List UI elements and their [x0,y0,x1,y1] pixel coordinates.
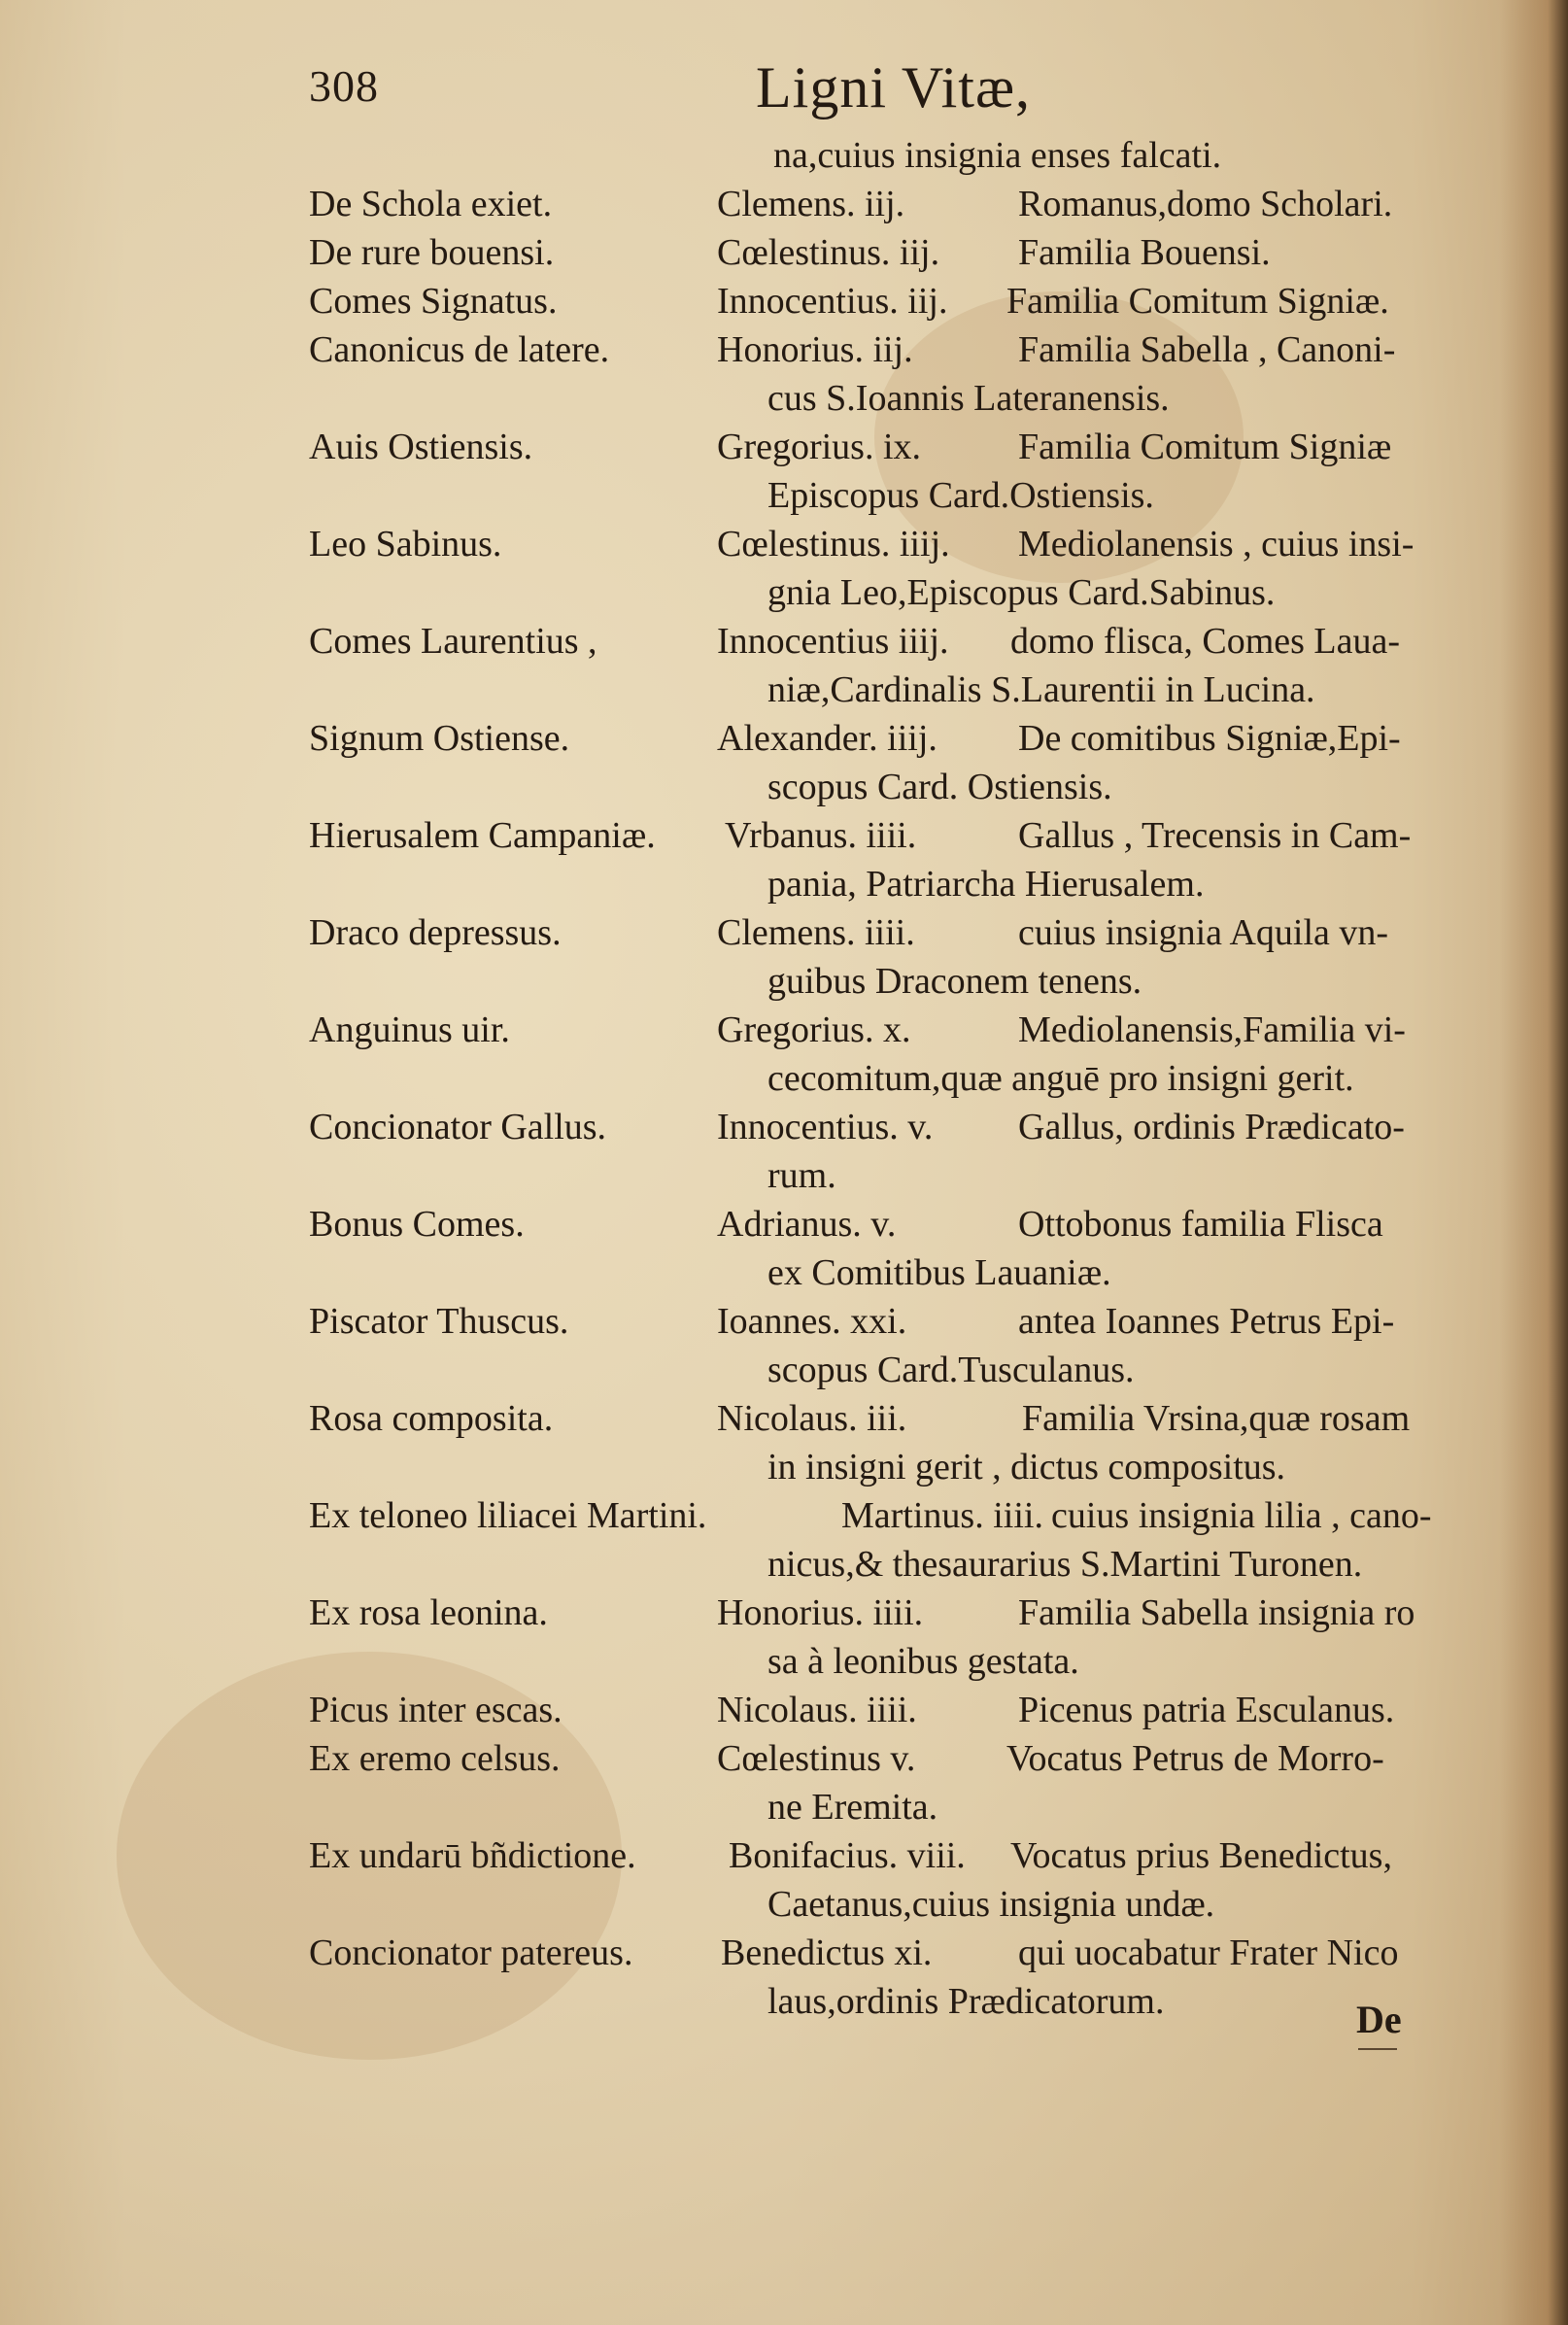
entry-continuation: in insigni gerit , dictus compositus. [767,1447,1286,1487]
entry-note: Mediolanensis , cuius insi- [1018,524,1415,564]
entry-continuation: sa à leonibus gestata. [767,1641,1079,1682]
entry-motto: Piscator Thuscus. [309,1301,569,1342]
entry-note: Familia Comitum Signiæ. [1006,281,1389,322]
entry-pope: Innocentius iiij. [717,621,949,662]
entry-pope: Gregorius. ix. [717,427,922,467]
entry-pope: Ioannes. xxi. [717,1301,907,1342]
entry-pope: Cœlestinus. iij. [717,232,940,273]
entry-note: Familia Sabella , Canoni- [1018,329,1396,370]
page-number: 308 [309,61,379,111]
entry-motto: Ex undarū bñdictione. [309,1835,636,1876]
entry-pope: Nicolaus. iiii. [717,1690,917,1730]
running-head: Ligni Vitæ, [756,55,1031,120]
entry-pope: Benedictus xi. [721,1932,933,1973]
entry-motto: Leo Sabinus. [309,524,502,564]
entry-pope: Vrbanus. iiii. [725,815,917,856]
entry-pope: Martinus. iiii. [841,1495,1043,1536]
entry-pope: Nicolaus. iii. [717,1398,907,1439]
entry-note: Romanus,domo Scholari. [1018,184,1393,224]
entry-motto: Hierusalem Campaniæ. [309,815,656,856]
entry-continuation: niæ,Cardinalis S.Laurentii in Lucina. [767,669,1315,710]
entry-pope: Honorius. iij. [717,329,913,370]
entry-note: cuius insignia lilia , cano- [1051,1495,1432,1536]
entry-continuation: laus,ordinis Prædicatorum. [767,1981,1165,2022]
entry-note: Mediolanensis,Familia vi- [1018,1009,1406,1050]
entry-motto: Ex rosa leonina. [309,1592,548,1633]
entry-note: Vocatus prius Benedictus, [1010,1835,1392,1876]
catchword-underline [1358,2048,1397,2050]
entry-note: domo flisca, Comes Laua- [1010,621,1401,662]
entry-continuation: rum. [767,1155,836,1196]
entry-motto: Picus inter escas. [309,1690,562,1730]
entry-motto: Auis Ostiensis. [309,427,533,467]
entry-note: Familia Vrsina,quæ rosam [1022,1398,1411,1439]
entry-motto: Canonicus de latere. [309,329,610,370]
entry-note: antea Ioannes Petrus Epi- [1018,1301,1395,1342]
entry-motto: Draco depressus. [309,912,562,953]
entry-motto: De Schola exiet. [309,184,553,224]
entry-motto: Signum Ostiense. [309,718,570,759]
entry-continuation: Caetanus,cuius insignia undæ. [767,1884,1215,1925]
entry-continuation: pania, Patriarcha Hierusalem. [767,864,1205,905]
entry-motto: De rure bouensi. [309,232,555,273]
entry-pope: Honorius. iiii. [717,1592,924,1633]
entry-motto: Comes Signatus. [309,281,558,322]
entry-note: Gallus, ordinis Prædicato- [1018,1107,1405,1147]
entry-motto: Ex teloneo liliacei Martini. [309,1495,707,1536]
entry-pope: Innocentius. iij. [717,281,948,322]
entry-continuation: ex Comitibus Lauaniæ. [767,1252,1111,1293]
entry-note: na,cuius insignia enses falcati. [773,135,1222,176]
entry-pope: Adrianus. v. [717,1204,897,1245]
entry-pope: Clemens. iij. [717,184,905,224]
entry-motto: Bonus Comes. [309,1204,525,1245]
catchword: De [1356,1998,1402,2041]
entry-motto: Anguinus uir. [309,1009,510,1050]
entry-continuation: gnia Leo,Episcopus Card.Sabinus. [767,572,1276,613]
entry-note: Ottobonus familia Flisca [1018,1204,1383,1245]
entry-pope: Gregorius. x. [717,1009,911,1050]
entry-continuation: Episcopus Card.Ostiensis. [767,475,1154,516]
entry-continuation: guibus Draconem tenens. [767,961,1142,1002]
entry-motto: Concionator patereus. [309,1932,633,1973]
entry-pope: Clemens. iiii. [717,912,915,953]
entry-note: Vocatus Petrus de Morro- [1006,1738,1384,1779]
entry-motto: Concionator Gallus. [309,1107,607,1147]
entry-motto: Comes Laurentius , [309,621,597,662]
entry-note: cuius insignia Aquila vn- [1018,912,1389,953]
entry-note: Familia Comitum Signiæ [1018,427,1392,467]
entry-motto: Rosa composita. [309,1398,554,1439]
entry-note: Familia Bouensi. [1018,232,1271,273]
entry-continuation: scopus Card.Tusculanus. [767,1350,1135,1390]
entry-note: qui uocabatur Frater Nico [1018,1932,1399,1973]
entry-note: Familia Sabella insignia ro [1018,1592,1415,1633]
entry-pope: Cœlestinus. iiij. [717,524,950,564]
entry-continuation: cecomitum,quæ anguē pro insigni gerit. [767,1058,1354,1099]
entry-motto: Ex eremo celsus. [309,1738,561,1779]
entry-note: Picenus patria Esculanus. [1018,1690,1395,1730]
entry-pope: Alexander. iiij. [717,718,937,759]
entry-continuation: ne Eremita. [767,1787,938,1828]
entry-continuation: scopus Card. Ostiensis. [767,767,1112,807]
entry-pope: Innocentius. v. [717,1107,934,1147]
entry-note: De comitibus Signiæ,Epi- [1018,718,1401,759]
entry-pope: Cœlestinus v. [717,1738,916,1779]
entry-continuation: cus S.Ioannis Lateranensis. [767,378,1170,419]
entry-note: Gallus , Trecensis in Cam- [1018,815,1412,856]
entry-continuation: nicus,& thesaurarius S.Martini Turonen. [767,1544,1363,1585]
entry-pope: Bonifacius. viii. [729,1835,966,1876]
